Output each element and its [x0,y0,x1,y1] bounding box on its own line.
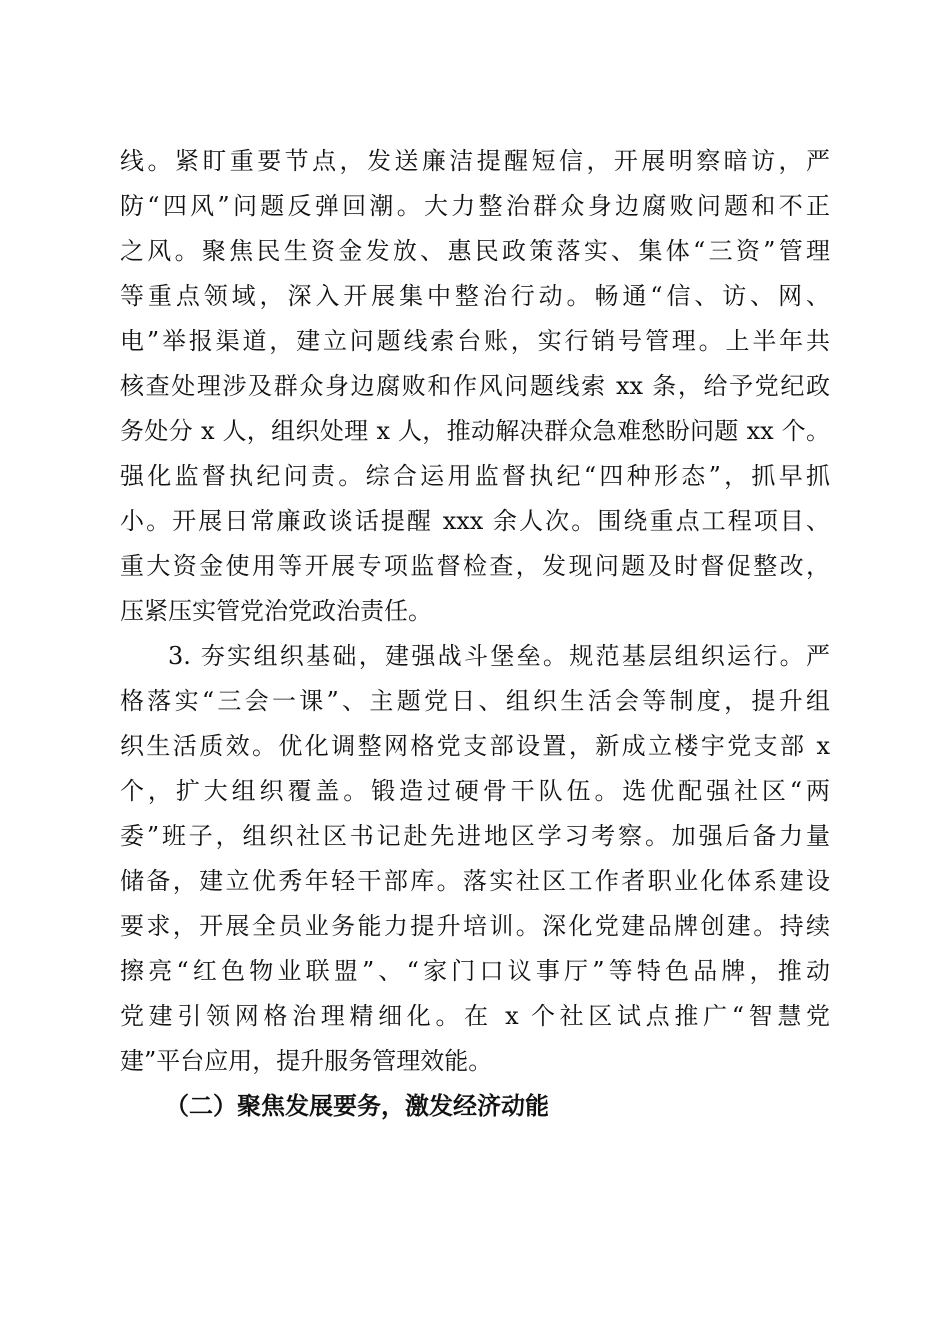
text-line: 委”班子，组织社区书记赴先进地区学习考察。加强后备力量 [120,822,830,850]
section-heading: （二）聚焦发展要务，激发经济动能 [165,1091,549,1120]
text-line: 防“四风”问题反弹回潮。大力整治群众身边腐败问题和不正 [120,192,830,220]
text-line: 重大资金使用等开展专项监督检查，发现问题及时督促整改， [120,552,830,580]
text-line: 等重点领域，深入开展集中整治行动。畅通“信、访、网、 [120,282,830,310]
text-line: 个，扩大组织覆盖。锻造过硬骨干队伍。选优配强社区“两 [120,777,830,805]
text-line: 要求，开展全员业务能力提升培训。深化党建品牌创建。持续 [120,912,830,940]
text-line: 织生活质效。优化调整网格党支部设置，新成立楼宇党支部 x [120,732,830,760]
text-line: 党建引领网格治理精细化。在 x 个社区试点推广“智慧党 [120,1002,830,1030]
text-line: 电”举报渠道，建立问题线索台账，实行销号管理。上半年共 [120,327,830,355]
text-line: 线。紧盯重要节点，发送廉洁提醒短信，开展明察暗访，严 [120,147,830,175]
text-line: 储备，建立优秀年轻干部库。落实社区工作者职业化体系建设 [120,867,830,895]
text-line: 务处分 x 人，组织处理 x 人，推动解决群众急难愁盼问题 xx 个。 [120,417,830,445]
text-line: 强化监督执纪问责。综合运用监督执纪“四种形态”，抓早抓 [120,462,830,490]
text-line: 压紧压实管党治党政治责任。 [120,597,432,625]
text-line: 擦亮“红色物业联盟”、“家门口议事厅”等特色品牌，推动 [120,957,830,985]
text-line: 核查处理涉及群众身边腐败和作风问题线索 xx 条，给予党纪政 [120,372,830,400]
text-line: 小。开展日常廉政谈话提醒 xxx 余人次。围绕重点工程项目、 [120,507,830,535]
text-line: 3. 夯实组织基础，建强战斗堡垒。规范基层组织运行。严 [168,642,830,670]
text-line: 之风。聚焦民生资金发放、惠民政策落实、集体“三资”管理 [120,237,830,265]
text-line: 建”平台应用，提升服务管理效能。 [120,1047,493,1075]
text-line: 格落实“三会一课”、主题党日、组织生活会等制度，提升组 [120,687,830,715]
